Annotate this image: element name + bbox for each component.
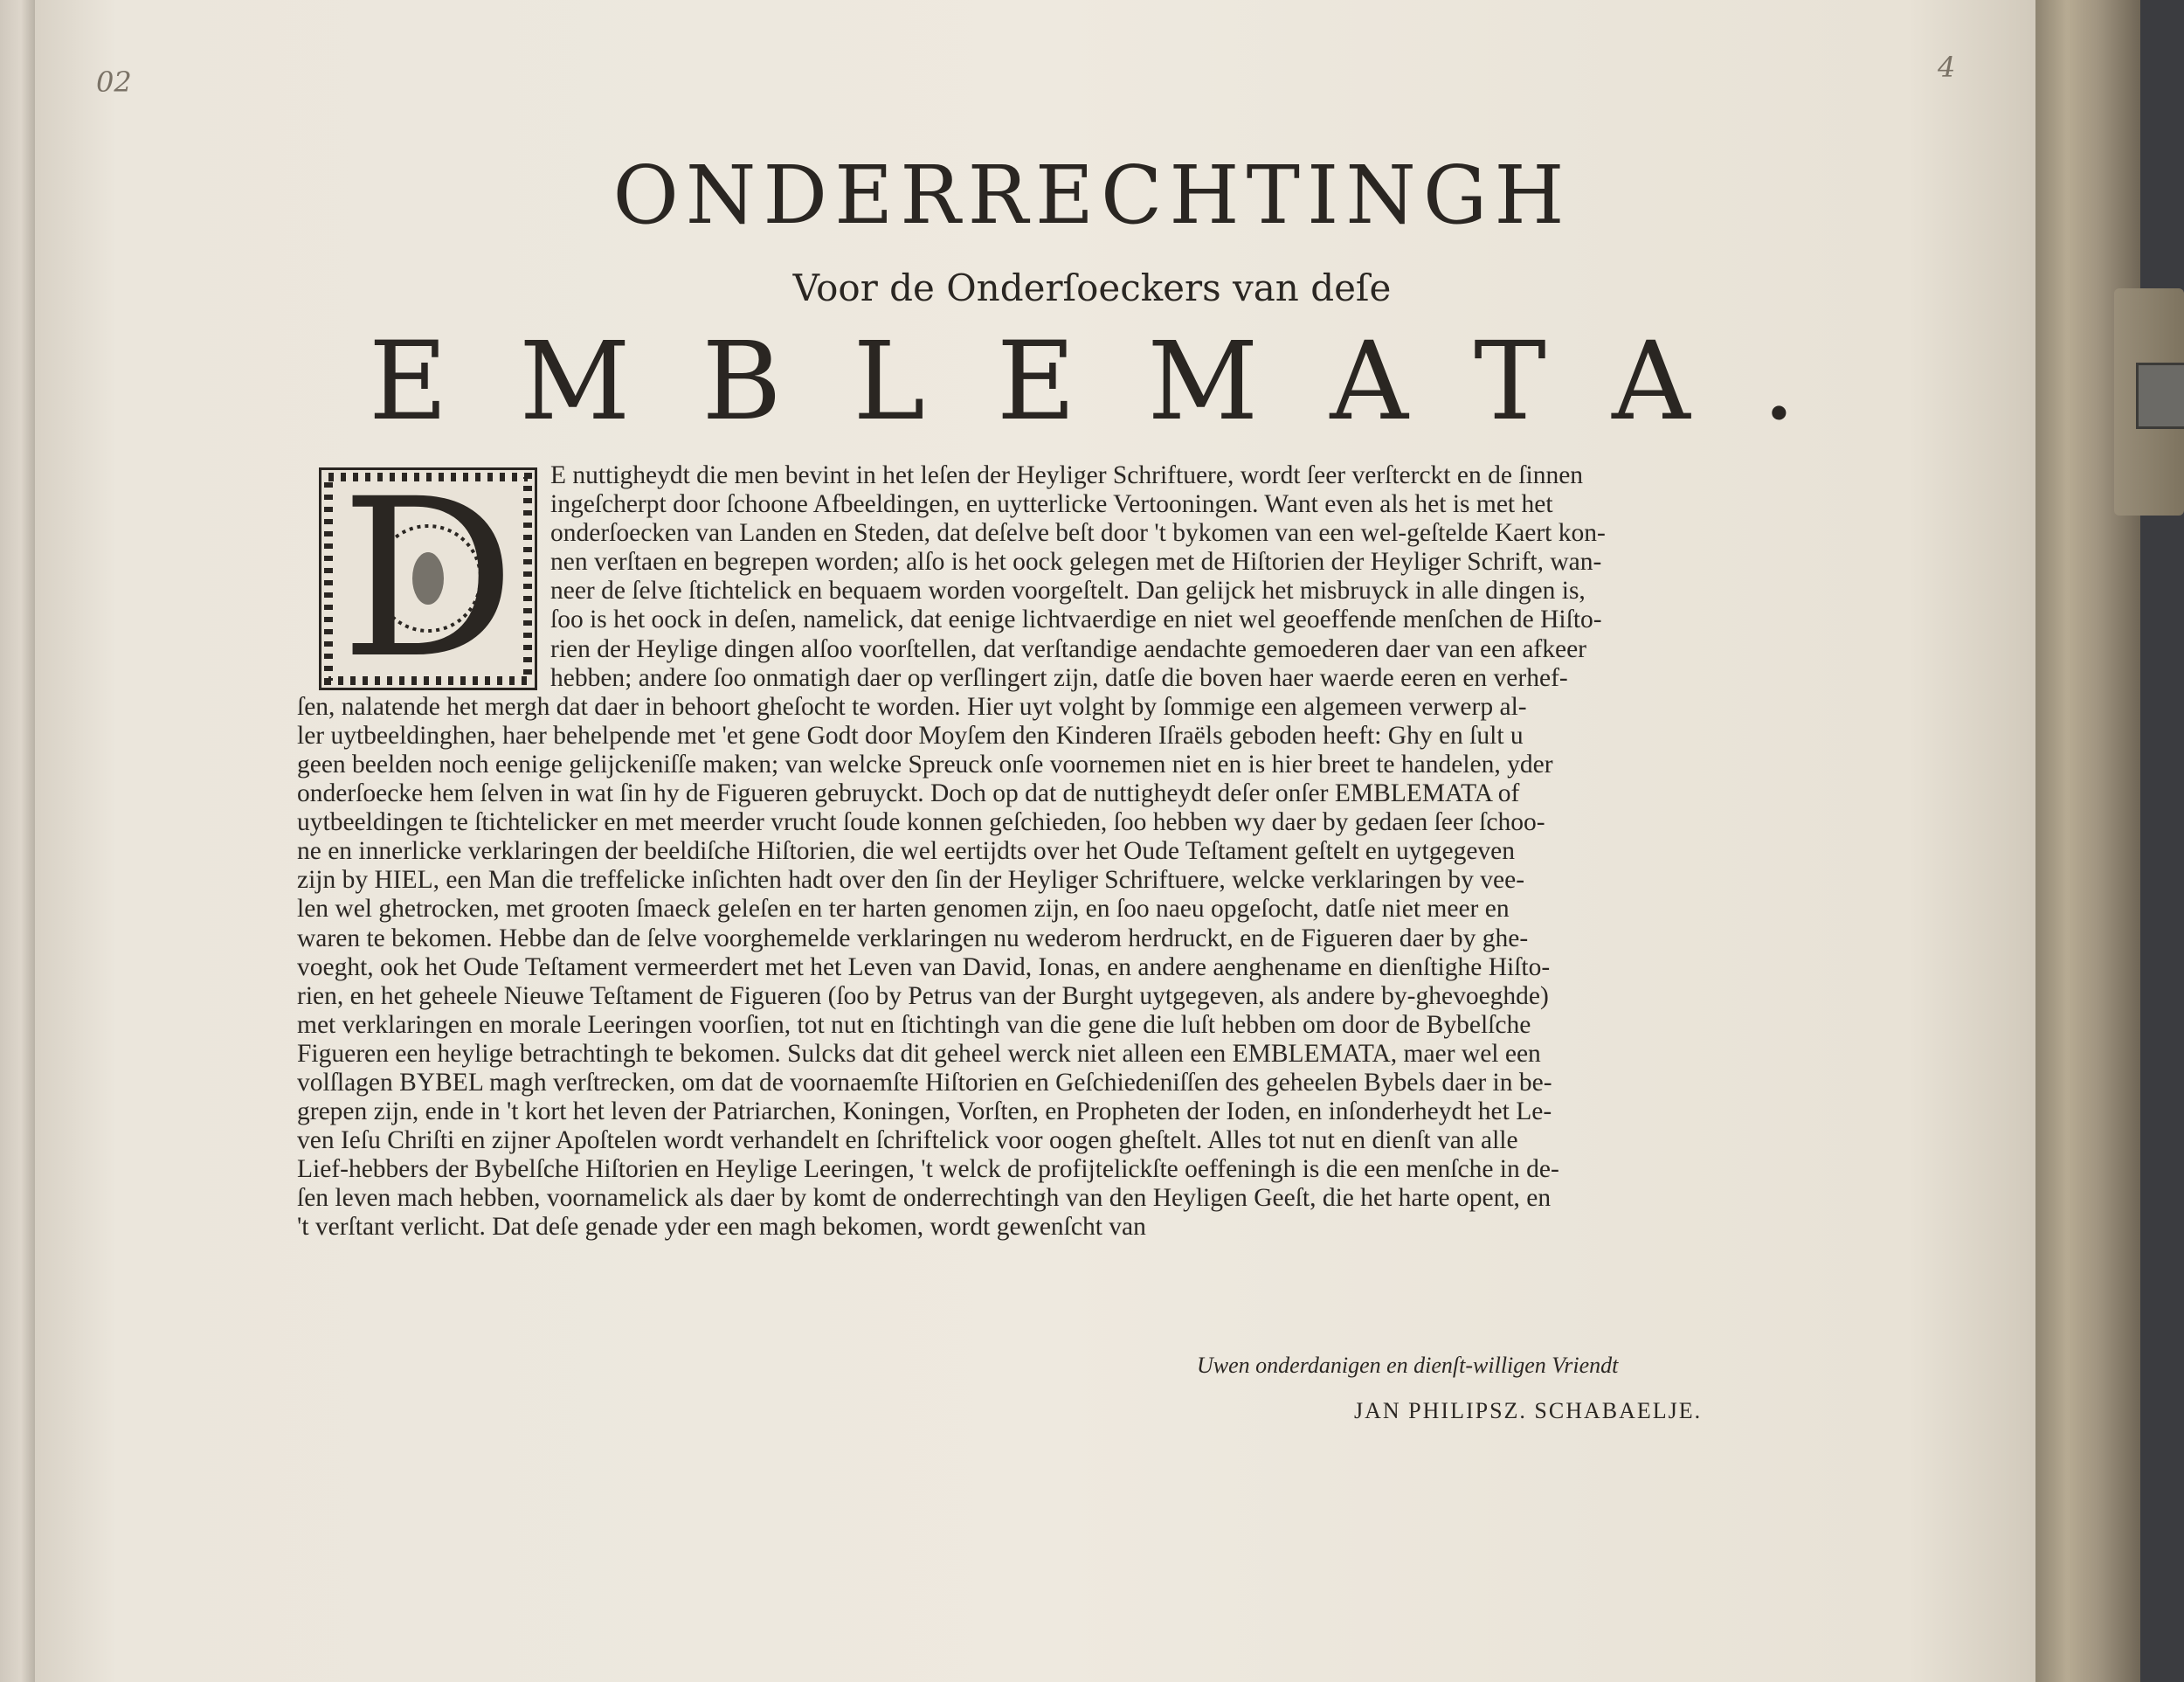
text-line: ne en innerlicke verklaringen der beeldiſche Hiſtorien, die wel eertijdts over het Oude Teſtament geſtelt en uytgegeven — [297, 837, 1516, 866]
page-subtitle: Voor de Onderſoeckers van deſe — [792, 266, 1392, 309]
text-line: ſen, nalatende het mergh dat daer in behoort gheſocht te worden. Hier uyt volght by ſommige een algemeen verwerp al- — [297, 692, 1527, 721]
left-page-edge — [0, 0, 35, 1682]
body-text — [297, 451, 1769, 1242]
text-line: uytbeeldingen te ſtichtelicker en met meerder vrucht ſoude konnen geſchieden, ſoo hebben wy daer by gedaen ſeer ſchoo- — [297, 808, 1545, 837]
page-stack-edge — [2035, 0, 2140, 1682]
text-line: ſen leven mach hebben, voornamelick als daer by komt de onderrechtingh van den Heyligen Geeſt, die het harte opent, en — [297, 1184, 1552, 1213]
text-line: Figueren een heylige betrachtingh te bekomen. Sulcks dat dit geheel werck niet alleen een EMBLEMATA, maer wel een — [297, 1039, 1541, 1068]
text-line: zijn by HIEL, een Man die treffelicke inſichten hadt over den ſin der Heyliger Schriftuere, welcke verklaringen by vee- — [297, 866, 1525, 895]
text-line: waren te bekomen. Hebbe dan de ſelve voorghemelde verklaringen nu wederom herdruckt, en de Figueren daer by ghe- — [297, 924, 1529, 952]
text-line: grepen zijn, ende in 't kort het leven der Patriarchen, Koningen, Vorſten, en Propheten der Ioden, en inſonderheydt het Le- — [297, 1097, 1552, 1126]
text-line: ſoo is het oock in deſen, namelick, dat eenige lichtvaerdige en niet wel geoeffende menſchen de Hiſto- — [550, 606, 1602, 634]
text-line: onderſoecke hem ſelven in wat ſin hy de Figueren gebruyckt. Doch op dat de nuttigheydt deſer onſer EMBLEMATA of — [297, 779, 1520, 808]
text-line: neer de ſelve ſtichtelick en bequaem worden voorgeſtelt. Dan gelijck het misbruyck in alle dingen is, — [550, 577, 1586, 606]
margin-number-right: 4 — [1938, 51, 1956, 84]
text-line: ler uytbeeldinghen, haer behelpende met 'et gene Godt door Moyſem den Kinderen Iſraëls geboden heeft: Ghy en ſult u — [297, 721, 1524, 750]
page-title: ONDERRECHTINGH — [612, 149, 1572, 242]
text-line: E nuttigheydt die men bevint in het leſen der Heyliger Schriftuere, wordt ſeer verſterckt en de ſinnen — [550, 461, 1584, 489]
closing-line: Uwen onderdanigen en dienſt-willigen Vriendt — [1197, 1353, 1619, 1378]
text-line: volſlagen BYBEL magh verſtrecken, om dat de voornaemſte Hiſtorien en Geſchiedeniſſen des geheelen Bybels daer in be- — [297, 1068, 1552, 1097]
margin-number-left: 02 — [96, 66, 132, 99]
text-line: ven Ieſu Chriſti en zijner Apoſtelen wordt verhandelt en ſchriftelick voor oogen gheſtelt. Alles tot nut en dienſt van alle — [297, 1126, 1518, 1155]
text-line: len wel ghetrocken, met grooten ſmaeck geleſen en ter harten genomen zijn, en ſoo naeu opgeſocht, datſe niet meer en — [297, 895, 1510, 924]
emblemata-title: EMBLEMATA. — [368, 319, 1869, 445]
text-line: hebben; andere ſoo onmatigh daer op verſlingert zijn, datſe die boven haer waerde eeren en verhef- — [550, 663, 1568, 692]
text-line: voeght, ook het Oude Teſtament vermeerdert met het Leven van David, Ionas, en andere aenghename en dienſtighe Hiſto- — [297, 952, 1551, 981]
text-line: 't verſtant verlicht. Dat deſe genade yder een magh bekomen, wordt gewenſcht van — [297, 1213, 1146, 1242]
text-line: onderſoecken van Landen en Steden, dat deſelve beſt door 't bykomen van een wel-geſtelde Kaert kon- — [550, 519, 1606, 548]
text-line: rien der Heylige dingen alſoo voorſtellen, dat verſtandige aendachte gemoederen daer van een afkeer — [550, 634, 1586, 663]
initial-letter: D — [340, 451, 516, 706]
text-line: Lief-hebbers der Bybelſche Hiſtorien en Heylige Leeringen, 't welck de profijtelickſte oeffeningh is die een menſche in de- — [297, 1155, 1559, 1184]
text-line: met verklaringen en morale Leeringen voorſien, tot nut en ſtichtingh van die gene die luſt hebben om door de Bybelſche — [297, 1010, 1531, 1039]
text-line: rien, en het geheele Nieuwe Teſtament de Figueren (ſoo by Petrus van der Burght uytgegeven, als andere by-ghevoeghde) — [297, 981, 1549, 1010]
text-line: nen verſtaen en begrepen worden; alſo is het oock gelegen met de Hiſtorien der Heyliger Schrift, wan- — [550, 548, 1602, 577]
author-name: JAN PHILIPSZ. SCHABAELJE. — [1354, 1398, 1703, 1423]
text-line: geen beelden noch eenige gelijckeniſſe maken; van welcke Spreuck onſe voornemen niet en is hier breet te handelen, yder — [297, 750, 1553, 779]
text-line: ingeſcherpt door ſchoone Afbeeldingen, en uytterlicke Vertooningen. Want even als het is met het — [550, 490, 1553, 519]
